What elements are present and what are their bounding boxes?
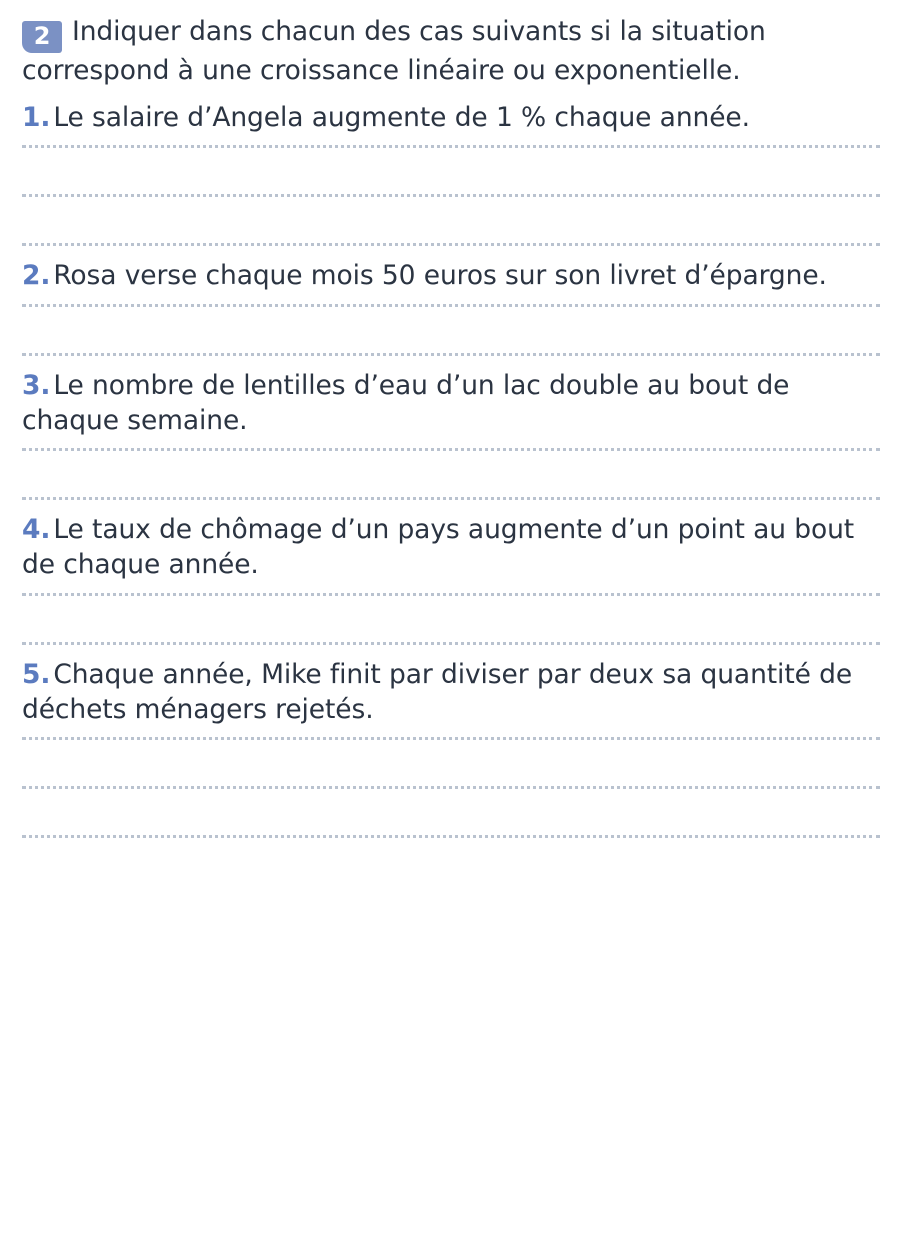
question-body-5: Chaque année, Mike finit par diviser par deux sa quantité de déchets ménagers rejetés. <box>22 658 853 725</box>
question-item-3 <box>22 368 880 500</box>
answer-line[interactable] <box>22 642 880 645</box>
question-item-5 <box>22 657 880 838</box>
answer-line[interactable] <box>22 835 880 838</box>
answer-lines-5[interactable] <box>22 737 880 838</box>
answer-line[interactable] <box>22 353 880 356</box>
question-body-3: Le nombre de lentilles d’eau d’un lac double au bout de chaque semaine. <box>22 369 790 436</box>
question-body-1: Le salaire d’Angela augmente de 1 % chaque année. <box>53 102 750 134</box>
answer-lines-1[interactable] <box>22 145 880 246</box>
answer-lines-2[interactable] <box>22 304 880 356</box>
answer-lines-3[interactable] <box>22 448 880 500</box>
exercise-number-badge: 2 <box>22 21 62 53</box>
question-text-5 <box>22 657 880 727</box>
question-number-2: 2. <box>22 260 51 292</box>
question-item-2 <box>22 258 880 355</box>
exercise-header <box>22 14 880 88</box>
question-number-5: 5. <box>22 658 51 690</box>
answer-lines-4[interactable] <box>22 593 880 645</box>
question-number-3: 3. <box>22 369 51 401</box>
question-body-4: Le taux de chômage d’un pays augmente d’un point au bout de chaque année. <box>22 514 855 581</box>
answer-line[interactable] <box>22 194 880 197</box>
answer-line[interactable] <box>22 243 880 246</box>
answer-line[interactable] <box>22 448 880 451</box>
answer-line[interactable] <box>22 737 880 740</box>
answer-line[interactable] <box>22 145 880 148</box>
question-number-1: 1. <box>22 102 51 134</box>
question-item-1 <box>22 100 880 246</box>
answer-line[interactable] <box>22 497 880 500</box>
answer-line[interactable] <box>22 593 880 596</box>
question-text-4 <box>22 512 880 582</box>
exercise-statement: Indiquer dans chacun des cas suivants si la situation correspond à une croissance linéaire ou exponentielle. <box>22 16 766 86</box>
question-text-2 <box>22 258 880 293</box>
question-number-4: 4. <box>22 514 51 546</box>
question-item-4 <box>22 512 880 644</box>
question-text-1 <box>22 100 880 135</box>
question-text-3 <box>22 368 880 438</box>
answer-line[interactable] <box>22 786 880 789</box>
question-body-2: Rosa verse chaque mois 50 euros sur son livret d’épargne. <box>53 260 827 292</box>
answer-line[interactable] <box>22 304 880 307</box>
